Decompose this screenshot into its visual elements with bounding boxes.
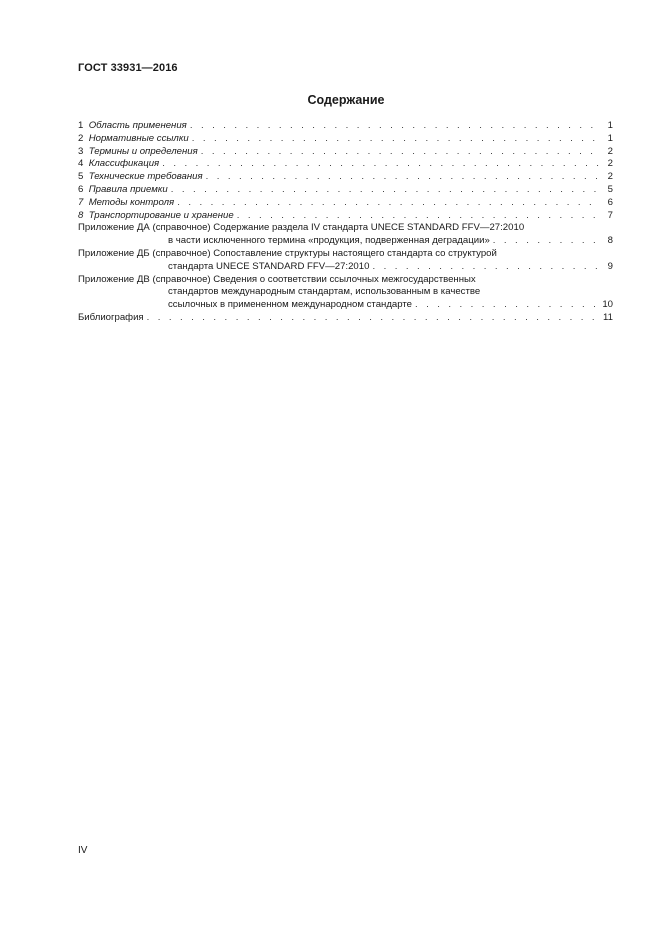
toc-entry-page: 9 <box>607 260 613 272</box>
dot-leader <box>190 120 599 133</box>
toc-entry-6[interactable] <box>78 184 613 197</box>
dot-leader <box>192 133 599 146</box>
toc-title: Содержание <box>307 93 385 107</box>
toc-entry-page: 2 <box>607 171 613 183</box>
dot-leader <box>201 146 599 159</box>
toc-appendix-line: в части исключенного термина «продукция, подверженная деградации» <box>168 235 490 247</box>
toc-appendix-da[interactable] <box>78 222 613 248</box>
dot-leader <box>177 197 599 210</box>
toc-entry-8[interactable] <box>78 210 613 223</box>
toc-entry-page: 2 <box>607 158 613 170</box>
dot-leader <box>493 235 599 248</box>
toc-entry-number: 1 <box>78 120 84 131</box>
toc-appendix-line: ссылочных в примененном международном стандарте <box>168 299 413 311</box>
toc-bibliography[interactable] <box>78 312 613 325</box>
toc-entry-title: Термины и определения <box>88 145 198 157</box>
dot-leader <box>147 312 599 325</box>
toc-entry-number: 8 <box>78 209 84 221</box>
toc-entry-page: 6 <box>607 196 613 208</box>
toc-entry-page: 11 <box>603 311 613 323</box>
toc-entry-5[interactable] <box>78 171 613 184</box>
toc-entry-number: 4 <box>78 158 84 170</box>
toc-entry-title: Нормативные ссылки <box>88 132 189 144</box>
toc-entry-7[interactable] <box>78 197 613 210</box>
dot-leader <box>162 158 599 171</box>
toc-entry-page: 5 <box>607 183 613 195</box>
toc-appendix-line: Приложение ДБ (справочное) Сопоставление структуры настоящего стандарта со структурой <box>78 247 497 259</box>
toc-entry-number: 3 <box>78 145 84 157</box>
toc-appendix-line: Приложение ДА (справочное) Содержание раздела IV стандарта UNECE STANDARD FFV—27:2010 <box>78 222 525 234</box>
toc-entry-page: 8 <box>607 235 613 247</box>
toc-entry-number: 5 <box>78 171 84 183</box>
toc-entry-title: Библиография <box>78 311 144 323</box>
toc-entry-page: 1 <box>607 132 613 144</box>
page-number: IV <box>78 845 88 856</box>
toc-entry-title: Правила приемки <box>88 183 168 195</box>
toc-entry-4[interactable] <box>78 158 613 171</box>
toc-entry-number: 6 <box>78 183 84 195</box>
toc-entry-page: 10 <box>602 299 613 311</box>
toc-entry-1[interactable] <box>78 120 613 133</box>
toc-entry-page: 1 <box>607 120 613 131</box>
toc-entry-2[interactable] <box>78 133 613 146</box>
toc-entry-page: 2 <box>607 145 613 157</box>
toc-entry-title: Технические требования <box>88 171 203 183</box>
toc-appendix-line: Приложение ДВ (справочное) Сведения о соответствии ссылочных межгосударственных <box>78 273 476 285</box>
toc-entry-number: 7 <box>78 196 84 208</box>
toc-appendix-db[interactable] <box>78 248 613 274</box>
toc-appendix-line: стандарта UNECE STANDARD FFV—27:2010 <box>168 260 370 272</box>
toc-entry-title: Область применения <box>88 120 187 131</box>
toc-entry-title: Транспортирование и хранение <box>88 209 234 221</box>
table-of-contents <box>78 120 613 325</box>
dot-leader <box>372 261 599 274</box>
toc-appendix-dv[interactable] <box>78 274 613 312</box>
toc-entry-title: Методы контроля <box>88 196 175 208</box>
document-id: ГОСТ 33931—2016 <box>78 62 178 74</box>
toc-entry-title: Классификация <box>88 158 160 170</box>
toc-appendix-line: стандартов международным стандартам, использованным в качестве <box>168 286 481 298</box>
toc-entry-page: 7 <box>607 209 613 221</box>
dot-leader <box>206 171 599 184</box>
toc-entry-number: 2 <box>78 132 84 144</box>
dot-leader <box>237 210 599 223</box>
dot-leader <box>171 184 599 197</box>
dot-leader <box>415 299 598 312</box>
toc-entry-3[interactable] <box>78 146 613 159</box>
